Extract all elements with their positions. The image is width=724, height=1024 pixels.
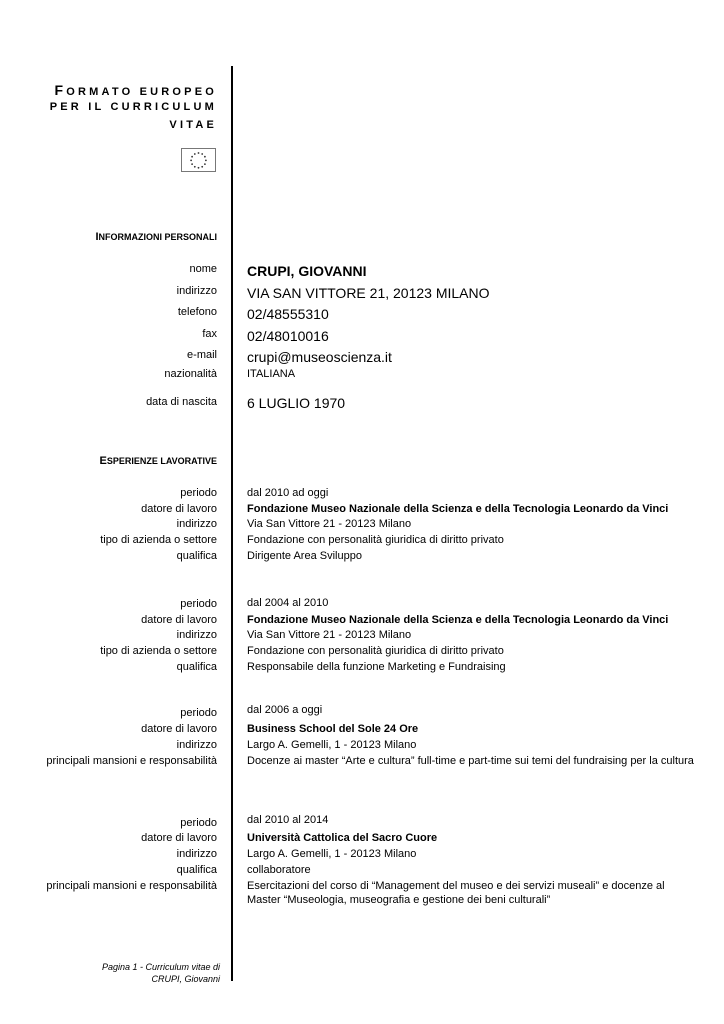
value-data-nascita: 6 LUGLIO 1970 bbox=[247, 395, 346, 411]
label-qualifica: qualifica bbox=[176, 550, 217, 562]
label-datore: datore di lavoro bbox=[141, 832, 217, 844]
value-telefono: 02/48555310 bbox=[247, 306, 329, 322]
value-mansioni: Esercitazioni del corso di “Management del museo e dei servizi museali” e docenze al Master “Museologia, museografia e gestione dei beni culturali” bbox=[247, 880, 665, 906]
column-divider bbox=[231, 66, 233, 981]
label-qualifica: qualifica bbox=[176, 864, 217, 876]
label-periodo: periodo bbox=[180, 707, 217, 719]
section-title-personal: INFORMAZIONI PERSONALI bbox=[95, 231, 217, 243]
value-periodo: dal 2010 ad oggi bbox=[247, 487, 329, 499]
label-indirizzo: indirizzo bbox=[176, 739, 217, 751]
value-tipo-azienda: Fondazione con personalità giuridica di diritto privato bbox=[247, 534, 504, 546]
label-datore: datore di lavoro bbox=[141, 614, 217, 626]
value-indirizzo: Largo A. Gemelli, 1 - 20123 Milano bbox=[247, 739, 417, 751]
value-nazionalita: ITALIANA bbox=[247, 368, 296, 380]
label-indirizzo: indirizzo bbox=[176, 518, 217, 530]
value-indirizzo: Via San Vittore 21 - 20123 Milano bbox=[247, 629, 412, 641]
page-footer bbox=[102, 961, 220, 985]
eu-flag-icon bbox=[181, 148, 216, 172]
cv-title-line-1: FORMATO EUROPEO bbox=[54, 82, 217, 98]
value-email: crupi@museoscienza.it bbox=[247, 349, 392, 365]
label-qualifica: qualifica bbox=[176, 661, 217, 673]
label-indirizzo: indirizzo bbox=[176, 848, 217, 860]
label-periodo: periodo bbox=[180, 817, 217, 829]
value-datore: Fondazione Museo Nazionale della Scienza e della Tecnologia Leonardo da Vinci bbox=[247, 503, 669, 515]
label-datore: datore di lavoro bbox=[141, 723, 217, 735]
value-tipo-azienda: Fondazione con personalità giuridica di diritto privato bbox=[247, 645, 504, 657]
value-datore: Business School del Sole 24 Ore bbox=[247, 723, 419, 735]
label-email: e-mail bbox=[187, 349, 217, 361]
label-tipo-azienda: tipo di azienda o settore bbox=[100, 534, 217, 546]
label-tipo-azienda: tipo di azienda o settore bbox=[100, 645, 217, 657]
value-fax: 02/48010016 bbox=[247, 328, 329, 344]
label-data-nascita: data di nascita bbox=[146, 396, 217, 408]
value-qualifica: Responsabile della funzione Marketing e Fundraising bbox=[247, 661, 506, 673]
footer-line-1: Pagina 1 - Curriculum vitae di bbox=[101, 962, 220, 972]
label-datore: datore di lavoro bbox=[141, 503, 217, 515]
value-periodo: dal 2010 al 2014 bbox=[247, 814, 329, 826]
value-periodo: dal 2006 a oggi bbox=[247, 704, 323, 716]
value-indirizzo: VIA SAN VITTORE 21, 20123 MILANO bbox=[247, 285, 490, 301]
value-datore: Fondazione Museo Nazionale della Scienza e della Tecnologia Leonardo da Vinci bbox=[247, 614, 669, 626]
label-periodo: periodo bbox=[180, 598, 217, 610]
label-indirizzo: indirizzo bbox=[176, 285, 217, 297]
label-mansioni: principali mansioni e responsabilità bbox=[46, 880, 217, 892]
footer-line-2: CRUPI, Giovanni bbox=[151, 974, 220, 984]
value-nome: CRUPI, GIOVANNI bbox=[247, 263, 367, 279]
label-periodo: periodo bbox=[180, 487, 217, 499]
cv-title-line-3: VITAE bbox=[169, 119, 217, 131]
value-indirizzo: Via San Vittore 21 - 20123 Milano bbox=[247, 518, 412, 530]
value-indirizzo: Largo A. Gemelli, 1 - 20123 Milano bbox=[247, 848, 417, 860]
label-indirizzo: indirizzo bbox=[176, 629, 217, 641]
value-qualifica: collaboratore bbox=[247, 864, 311, 876]
value-periodo: dal 2004 al 2010 bbox=[247, 597, 329, 609]
cv-title-line-2: PER IL CURRICULUM bbox=[49, 101, 217, 113]
label-nazionalita: nazionalità bbox=[164, 368, 217, 380]
value-qualifica: Dirigente Area Sviluppo bbox=[247, 550, 362, 562]
label-telefono: telefono bbox=[177, 306, 217, 318]
section-title-work: ESPERIENZE LAVORATIVE bbox=[99, 455, 217, 467]
label-mansioni: principali mansioni e responsabilità bbox=[46, 755, 217, 767]
label-nome: nome bbox=[189, 263, 217, 275]
value-mansioni: Docenze ai master “Arte e cultura” full-time e part-time sui temi del fundraising per la cultura bbox=[247, 755, 694, 767]
label-fax: fax bbox=[202, 328, 217, 340]
value-datore: Università Cattolica del Sacro Cuore bbox=[247, 832, 438, 844]
